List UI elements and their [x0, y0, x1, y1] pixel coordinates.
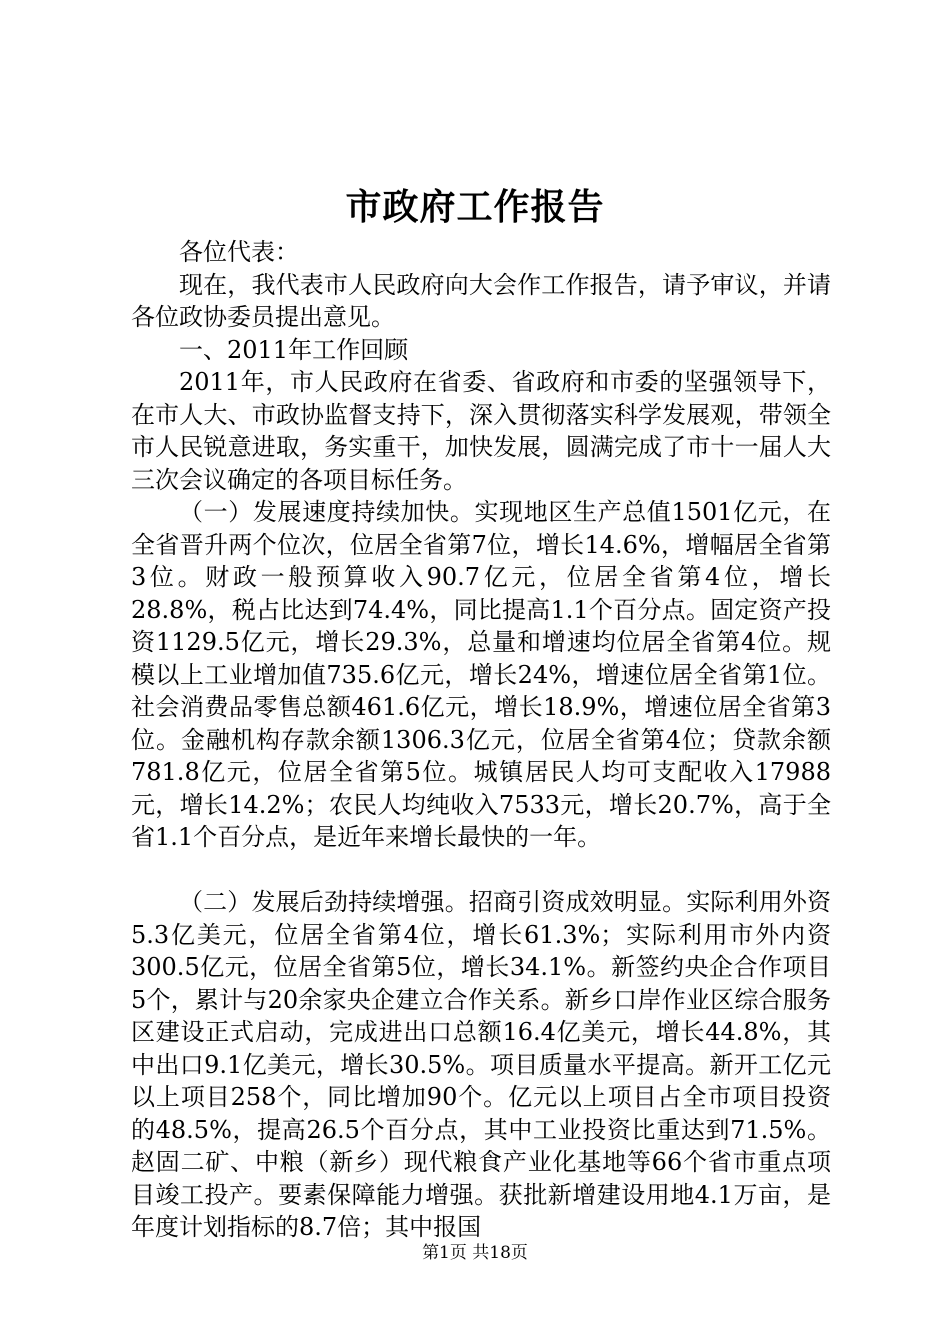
page-footer: 第1页 共18页 [422, 1243, 528, 1263]
growth-speed-paragraph: （一）发展速度持续加快。实现地区生产总值1501亿元，在全省晋升两个位次，位居全省第7位，增长14.6%，增幅居全省第3位。财政一般预算收入90.7亿元，位居全省第4位，增长28.8%，税占比达到74.4%，同比提高1.1个百分点。固定资产投资1129.5亿元，增长29.3%，总量和增速均位居全省第4位。规模以上工业增加值735.6亿元，增长24%，增速位居全省第1位。社会消费品零售总额461.6亿元，增长18.9%，增速位居全省第3位。金融机构存款余额1306.3亿元，位居全省第4位；贷款余额781.8亿元，位居全省第5位。城镇居民人均可支配收入17988元，增长14.2%；农民人均纯收入7533元，增长20.7%，高于全省1.1个百分点，是近年来增长最快的一年。 [131, 498, 831, 851]
salutation-paragraph: 各位代表： [179, 238, 299, 266]
document-body [131, 236, 831, 1244]
development-momentum-paragraph: （二）发展后劲持续增强。招商引资成效明显。实际利用外资5.3亿美元，位居全省第4位，增长61.3%；实际利用市外内资300.5亿元，位居全省第5位，增长34.1%。新签约央企合作项目5个，累计与20余家央企建立合作关系。新乡口岸作业区综合服务区建设正式启动，完成进出口总额16.4亿美元，增长44.8%，其中出口9.1亿美元，增长30.5%。项目质量水平提高。新开工亿元以上项目258个，同比增加90个。亿元以上项目占全市项目投资的48.5%，提高26.5个百分点，其中工业投资比重达到71.5%。赵固二矿、中粮（新乡）现代粮食产业化基地等66个省市重点项目竣工投产。要素保障能力增强。获批新增建设用地4.1万亩，是年度计划指标的8.7倍；其中报国 [131, 888, 831, 1241]
section-heading: 一、2011年工作回顾 [179, 335, 409, 364]
document-title: 市政府工作报告 [345, 186, 605, 228]
review-paragraph: 2011年，市人民政府在省委、省政府和市委的坚强领导下，在市人大、市政协监督支持下，深入贯彻落实科学发展观，带领全市人民锐意进取，务实重干，加快发展，圆满完成了市十一届人大三次会议确定的各项目标任务。 [131, 368, 831, 494]
opening-paragraph: 现在，我代表市人民政府向大会作工作报告，请予审议，并请各位政协委员提出意见。 [131, 270, 831, 331]
